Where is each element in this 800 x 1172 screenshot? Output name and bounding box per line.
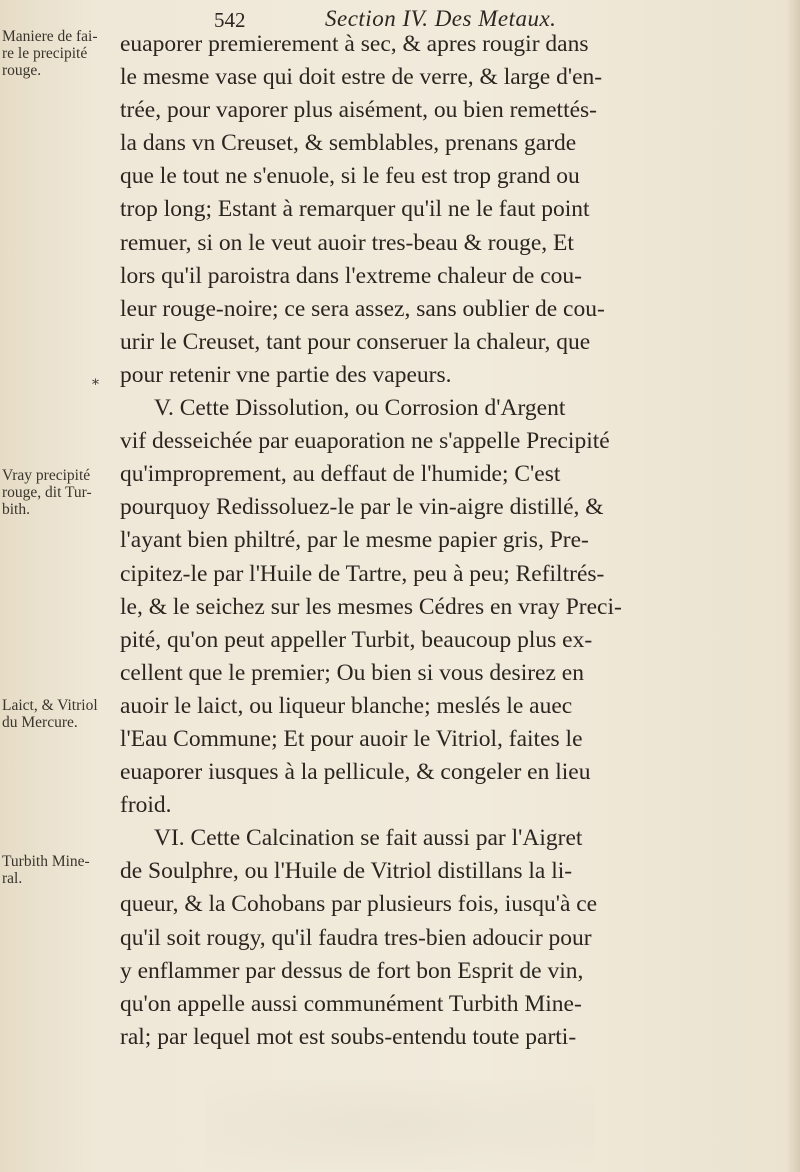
- margin-note-line: rouge.: [2, 62, 42, 79]
- text-line: y enflammer par dessus de fort bon Esprit de vin,: [120, 957, 584, 984]
- page-number: 542: [214, 8, 246, 32]
- section-v-start: V. Cette Dissolution, ou Corrosion d'Argent: [154, 395, 566, 422]
- section-vi-start: VI. Cette Calcination se fait aussi par l'Aigret: [154, 825, 583, 852]
- body-text: [120, 28, 760, 1054]
- margin-note-line: Laict, & Vitriol: [2, 697, 98, 714]
- text-line: froid.: [120, 792, 172, 819]
- text-line: cipitez-le par l'Huile de Tartre, peu à peu; Refiltrés-: [120, 560, 605, 587]
- text-line: trée, pour vaporer plus aisément, ou bien remettés-: [120, 97, 598, 124]
- text-line: auoir le laict, ou liqueur blanche; meslés le auec: [120, 692, 573, 719]
- text-line: euaporer iusques à la pellicule, & congeler en lieu: [120, 759, 591, 786]
- margin-note-line: rouge, dit Tur-: [2, 484, 92, 501]
- margin-note-line: bith.: [2, 501, 30, 518]
- margin-note-precipite-rouge: [2, 28, 120, 79]
- margin-note-line: Vray precipité: [2, 467, 91, 484]
- margin-note-line: du Mercure.: [2, 714, 78, 731]
- text-line: le mesme vase qui doit estre de verre, & large d'en-: [120, 64, 603, 91]
- text-line: queur, & la Cohobans par plusieurs fois, iusqu'à ce: [120, 891, 598, 918]
- margin-note-line: Maniere de fai-: [2, 28, 98, 45]
- text-line: remuer, si on le veut auoir tres-beau & rouge, Et: [120, 229, 574, 256]
- margin-note-line: Turbith Mine-: [2, 853, 90, 870]
- text-line: le, & le seichez sur les mesmes Cédres en vray Preci-: [120, 593, 622, 620]
- text-line: leur rouge-noire; ce sera assez, sans oublier de cou-: [120, 295, 605, 322]
- margin-note-turbith-mineral: [2, 853, 120, 887]
- marginal-asterisk: *: [92, 377, 99, 393]
- text-line: pité, qu'on peut appeller Turbit, beaucoup plus ex-: [120, 626, 593, 653]
- paper-smudge: [205, 1080, 595, 1170]
- text-line: l'ayant bien philtré, par le mesme papier gris, Pre-: [120, 527, 589, 554]
- text-line: pourquoy Redissoluez-le par le vin-aigre distillé, &: [120, 494, 604, 521]
- text-line: qu'on appelle aussi communément Turbith Mine-: [120, 990, 582, 1017]
- page-edge-shadow: [786, 0, 800, 1172]
- text-line: urir le Creuset, tant pour conseruer la chaleur, que: [120, 328, 591, 355]
- text-line: vif desseichée par euaporation ne s'appelle Precipité: [120, 428, 610, 455]
- text-line: de Soulphre, ou l'Huile de Vitriol distillans la li-: [120, 858, 573, 885]
- text-line: euaporer premierement à sec, & apres rougir dans: [120, 31, 589, 57]
- margin-note-laict-vitriol: [2, 697, 120, 731]
- margin-note-line: re le precipité: [2, 45, 88, 62]
- text-line: l'Eau Commune; Et pour auoir le Vitriol, faites le: [120, 725, 583, 752]
- text-line: trop long; Estant à remarquer qu'il ne le faut point: [120, 196, 590, 223]
- margin-note-vray-precipite: [2, 467, 120, 518]
- text-line: ral; par lequel mot est soubs-entendu toute parti-: [120, 1023, 577, 1050]
- text-line: cellent que le premier; Ou bien si vous desirez en: [120, 659, 584, 686]
- text-line: lors qu'il paroistra dans l'extreme chaleur de cou-: [120, 262, 582, 289]
- running-title: Section IV. Des Metaux.: [325, 6, 557, 31]
- margin-note-line: ral.: [2, 870, 23, 887]
- text-line: qu'improprement, au deffaut de l'humide; C'est: [120, 461, 561, 488]
- text-line: que le tout ne s'enuole, si le feu est trop grand ou: [120, 163, 580, 190]
- text-line: pour retenir vne partie des vapeurs.: [120, 361, 452, 388]
- text-line: la dans vn Creuset, & semblables, prenans garde: [120, 130, 577, 157]
- text-line: qu'il soit rougy, qu'il faudra tres-bien adoucir pour: [120, 924, 592, 951]
